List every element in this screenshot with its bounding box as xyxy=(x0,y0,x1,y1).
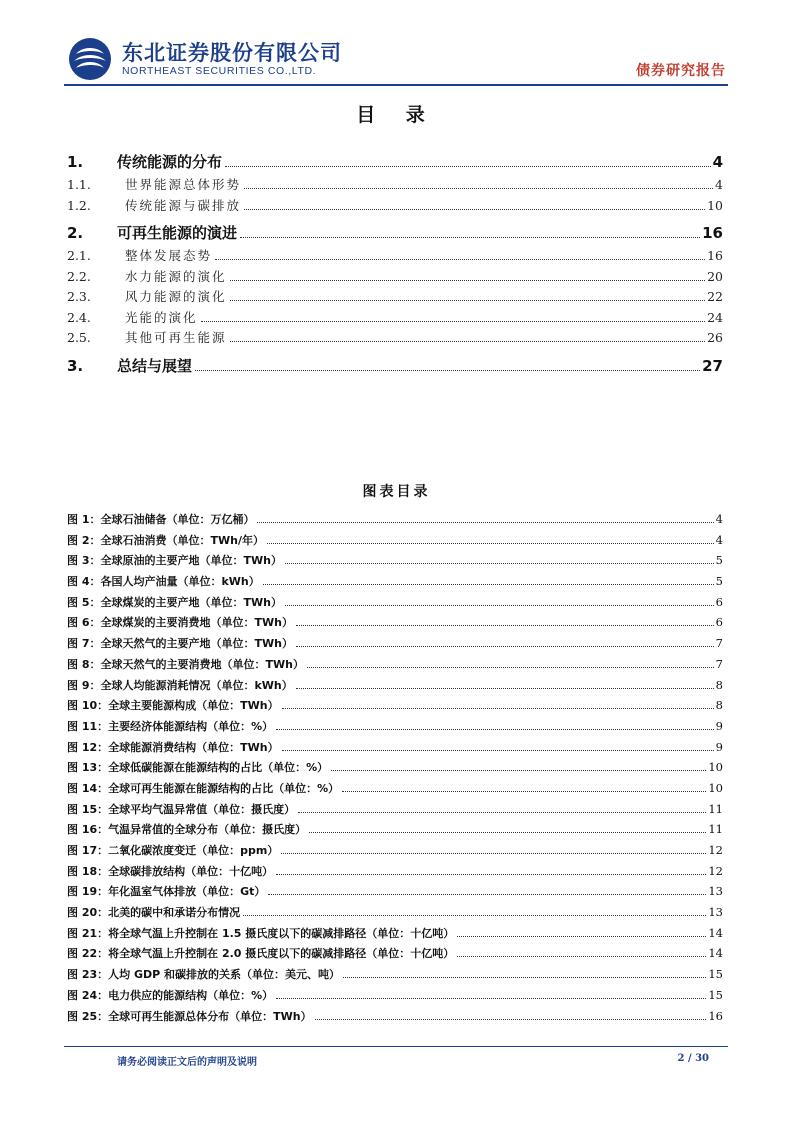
toc-entry-label: 光能的演化 xyxy=(125,309,198,325)
toc-chapter-entry[interactable] xyxy=(67,355,723,379)
figure-entry-page: 8 xyxy=(715,698,723,713)
disclaimer-note: 请务必阅读正文后的声明及说明 xyxy=(117,1057,257,1068)
toc-entry-number: 2.5. xyxy=(67,330,91,345)
toc-leader-dots xyxy=(215,259,705,260)
figure-entry-label: 图 14：全球可再生能源在能源结构的占比（单位：%） xyxy=(67,781,340,795)
toc-entry-page: 4 xyxy=(712,153,723,171)
figure-entry-page: 8 xyxy=(715,677,723,692)
figure-entry-label: 图 19：年化温室气体排放（单位：Gt） xyxy=(67,885,266,899)
figure-entry-label: 图 8：全球天然气的主要消费地（单位：TWh） xyxy=(67,657,304,671)
figure-index-entry[interactable] xyxy=(67,842,723,863)
toc-entry-page: 24 xyxy=(707,309,723,325)
figure-entry-page: 5 xyxy=(715,574,723,589)
figure-entry-label: 图 2：全球石油消费（单位：TWh/年） xyxy=(67,533,264,547)
figure-index-entry[interactable] xyxy=(67,573,723,594)
figure-index-entry[interactable] xyxy=(67,883,723,904)
figure-leader-dots xyxy=(457,956,706,957)
figure-entry-label: 图 4：各国人均产油量（单位：kWh） xyxy=(67,575,260,589)
toc-entry-label: 世界能源总体形势 xyxy=(125,177,242,192)
figure-index-entry[interactable] xyxy=(67,863,723,884)
toc-entry-page: 26 xyxy=(707,330,723,345)
figure-entry-label: 图 3：全球原油的主要产地（单位：TWh） xyxy=(67,554,282,568)
figure-leader-dots xyxy=(282,750,714,751)
figure-entry-page: 14 xyxy=(708,925,723,940)
toc-section-entry[interactable] xyxy=(67,287,723,308)
company-name-cn: 东北证券股份有限公司 xyxy=(122,41,342,65)
figure-leader-dots xyxy=(285,605,714,606)
figure-entry-label: 图 20：北美的碳中和承诺分布情况 xyxy=(67,906,241,920)
figure-leader-dots xyxy=(281,853,706,854)
page-indicator: 2 / 30 xyxy=(677,1053,709,1064)
toc-section-entry[interactable] xyxy=(67,246,723,267)
figure-leader-dots xyxy=(457,936,706,937)
toc-section-entry[interactable] xyxy=(67,328,723,349)
figure-leader-dots xyxy=(285,563,714,564)
figure-entry-page: 7 xyxy=(715,636,723,651)
toc-entry-label: 其他可再生能源 xyxy=(125,330,227,345)
figure-entry-page: 6 xyxy=(715,594,723,609)
figure-entry-label: 图 23：人均 GDP 和碳排放的关系（单位：美元、吨） xyxy=(67,968,341,982)
toc-leader-dots xyxy=(225,166,711,167)
toc-entry-page: 16 xyxy=(702,224,723,242)
toc-entry-label: 整体发展态势 xyxy=(125,248,213,263)
figure-entry-page: 12 xyxy=(708,843,723,857)
figure-leader-dots xyxy=(296,646,714,647)
toc-entry-number: 2.3. xyxy=(67,289,91,304)
report-type-label: 债券研究报告 xyxy=(636,63,726,79)
figure-index-entry[interactable] xyxy=(67,656,723,677)
figure-index-entry[interactable] xyxy=(67,780,723,801)
figure-leader-dots xyxy=(268,894,706,895)
figure-index-entry[interactable] xyxy=(67,532,723,553)
figure-entry-label: 图 12：全球能源消费结构（单位：TWh） xyxy=(67,740,279,754)
footer-divider xyxy=(64,1046,728,1047)
toc-section-entry[interactable] xyxy=(67,196,723,217)
figure-leader-dots xyxy=(342,791,706,792)
figure-entry-label: 图 13：全球低碳能源在能源结构的占比（单位：%） xyxy=(67,761,329,775)
figure-leader-dots xyxy=(263,584,714,585)
figure-index-entry[interactable] xyxy=(67,697,723,718)
table-of-contents xyxy=(67,145,723,379)
figure-entry-page: 4 xyxy=(715,532,723,547)
toc-leader-dots xyxy=(244,209,705,210)
toc-title: 目 录 xyxy=(356,104,437,126)
figure-leader-dots xyxy=(315,1019,707,1020)
figure-index-entry[interactable] xyxy=(67,635,723,656)
figure-leader-dots xyxy=(298,812,706,813)
figure-leader-dots xyxy=(276,998,706,999)
toc-entry-number: 1. xyxy=(67,153,84,171)
figure-entry-label: 图 24：电力供应的能源结构（单位：%） xyxy=(67,988,274,1002)
figure-entry-page: 6 xyxy=(715,615,723,630)
figure-entry-label: 图 25：全球可再生能源总体分布（单位：TWh） xyxy=(67,1009,312,1023)
figure-entry-page: 16 xyxy=(708,1008,723,1023)
figure-entry-label: 图 17：二氧化碳浓度变迁（单位：ppm） xyxy=(67,844,279,857)
toc-entry-label: 传统能源与碳排放 xyxy=(125,197,242,213)
figure-index-entry[interactable] xyxy=(67,677,723,698)
figure-index-entry[interactable] xyxy=(67,739,723,760)
figure-entry-page: 15 xyxy=(708,967,723,982)
figure-index-entry[interactable] xyxy=(67,966,723,987)
figure-index-entry[interactable] xyxy=(67,511,723,532)
figure-entry-page: 12 xyxy=(708,863,723,878)
figure-entry-label: 图 9：全球人均能源消耗情况（单位：kWh） xyxy=(67,678,293,692)
company-logo-icon xyxy=(68,37,112,81)
toc-entry-number: 2.2. xyxy=(67,268,91,284)
figure-entry-label: 图 18：全球碳排放结构（单位：十亿吨） xyxy=(67,864,274,878)
toc-entry-label: 水力能源的演化 xyxy=(125,268,227,284)
figure-index-entry[interactable] xyxy=(67,552,723,573)
figure-index-entry[interactable] xyxy=(67,801,723,822)
figure-entry-label: 图 10：全球主要能源构成（单位：TWh） xyxy=(67,699,279,713)
toc-leader-dots xyxy=(195,370,700,371)
figure-entry-page: 5 xyxy=(715,553,723,568)
figure-entry-page: 10 xyxy=(708,760,723,775)
figure-index-entry[interactable] xyxy=(67,987,723,1008)
toc-chapter-entry[interactable] xyxy=(67,151,723,175)
toc-entry-label: 传统能源的分布 xyxy=(117,153,223,171)
toc-entry-number: 2.1. xyxy=(67,248,91,263)
toc-entry-number: 3. xyxy=(67,356,84,375)
figure-index-entry[interactable] xyxy=(67,925,723,946)
figure-leader-dots xyxy=(296,688,714,689)
toc-entry-label: 总结与展望 xyxy=(117,356,193,375)
figure-index-entry[interactable] xyxy=(67,945,723,966)
figure-leader-dots xyxy=(276,729,714,730)
figure-leader-dots xyxy=(243,915,706,916)
toc-leader-dots xyxy=(230,300,706,301)
figure-entry-label: 图 6：全球煤炭的主要消费地（单位：TWh） xyxy=(67,616,293,630)
toc-entry-number: 2.4. xyxy=(67,309,91,325)
figure-leader-dots xyxy=(257,522,713,523)
figure-index-entry[interactable] xyxy=(67,614,723,635)
toc-chapter-entry[interactable] xyxy=(67,222,723,246)
toc-entry-number: 1.1. xyxy=(67,177,91,192)
figure-index-title: 图表目录 xyxy=(362,484,431,500)
figure-index-entry[interactable] xyxy=(67,594,723,615)
figure-index-entry[interactable] xyxy=(67,821,723,842)
figure-leader-dots xyxy=(296,625,714,626)
toc-section-entry[interactable] xyxy=(67,267,723,288)
toc-entry-number: 1.2. xyxy=(67,197,91,213)
toc-entry-page: 20 xyxy=(707,268,723,284)
toc-entry-page: 22 xyxy=(707,289,723,304)
figure-leader-dots xyxy=(343,977,706,978)
figure-entry-label: 图 15：全球平均气温异常值（单位：摄氏度） xyxy=(67,802,296,816)
toc-entry-page: 10 xyxy=(707,197,723,213)
figure-leader-dots xyxy=(276,874,706,875)
figure-entry-page: 11 xyxy=(708,822,723,837)
figure-leader-dots xyxy=(267,543,714,544)
toc-leader-dots xyxy=(201,321,706,322)
figure-leader-dots xyxy=(309,832,706,833)
toc-entry-page: 4 xyxy=(715,177,723,192)
figure-index-entry[interactable] xyxy=(67,759,723,780)
figure-entry-page: 14 xyxy=(708,946,723,961)
toc-section-entry[interactable] xyxy=(67,308,723,329)
toc-entry-number: 2. xyxy=(67,224,84,242)
figure-leader-dots xyxy=(331,770,706,771)
toc-entry-label: 风力能源的演化 xyxy=(125,289,227,304)
toc-leader-dots xyxy=(230,280,706,281)
figure-entry-page: 9 xyxy=(715,718,723,733)
figure-entry-label: 图 22：将全球气温上升控制在 2.0 摄氏度以下的碳减排路径（单位：十亿吨） xyxy=(67,947,455,961)
toc-leader-dots xyxy=(244,188,713,189)
toc-entry-page: 27 xyxy=(702,356,723,375)
page-header xyxy=(64,33,728,85)
toc-entry-label: 可再生能源的演进 xyxy=(117,224,238,242)
figure-index-entry[interactable] xyxy=(67,1008,723,1029)
figure-entry-page: 4 xyxy=(715,512,723,526)
company-name-en: NORTHEAST SECURITIES CO.,LTD. xyxy=(122,65,317,77)
figure-entry-label: 图 7：全球天然气的主要产地（单位：TWh） xyxy=(67,637,293,651)
figure-entry-label: 图 11：主要经济体能源结构（单位：%） xyxy=(67,719,274,733)
figure-entry-label: 图 16：气温异常值的全球分布（单位：摄氏度） xyxy=(67,823,307,837)
figure-entry-page: 10 xyxy=(708,780,723,795)
figure-index-entry[interactable] xyxy=(67,718,723,739)
figure-entry-label: 图 1：全球石油储备（单位：万亿桶） xyxy=(67,513,255,526)
figure-index xyxy=(67,511,723,1028)
figure-entry-label: 图 5：全球煤炭的主要产地（单位：TWh） xyxy=(67,595,282,609)
toc-entry-page: 16 xyxy=(707,248,723,263)
figure-entry-page: 9 xyxy=(715,739,723,754)
toc-leader-dots xyxy=(240,237,700,238)
figure-entry-page: 15 xyxy=(708,987,723,1002)
figure-entry-page: 11 xyxy=(708,801,723,816)
figure-leader-dots xyxy=(307,667,714,668)
figure-entry-page: 13 xyxy=(708,905,723,920)
header-divider xyxy=(64,84,728,86)
toc-section-entry[interactable] xyxy=(67,175,723,196)
figure-leader-dots xyxy=(282,708,714,709)
figure-entry-page: 13 xyxy=(708,884,723,899)
figure-entry-page: 7 xyxy=(715,656,723,671)
toc-leader-dots xyxy=(230,341,706,342)
figure-index-entry[interactable] xyxy=(67,904,723,925)
figure-entry-label: 图 21：将全球气温上升控制在 1.5 摄氏度以下的碳减排路径（单位：十亿吨） xyxy=(67,926,455,940)
